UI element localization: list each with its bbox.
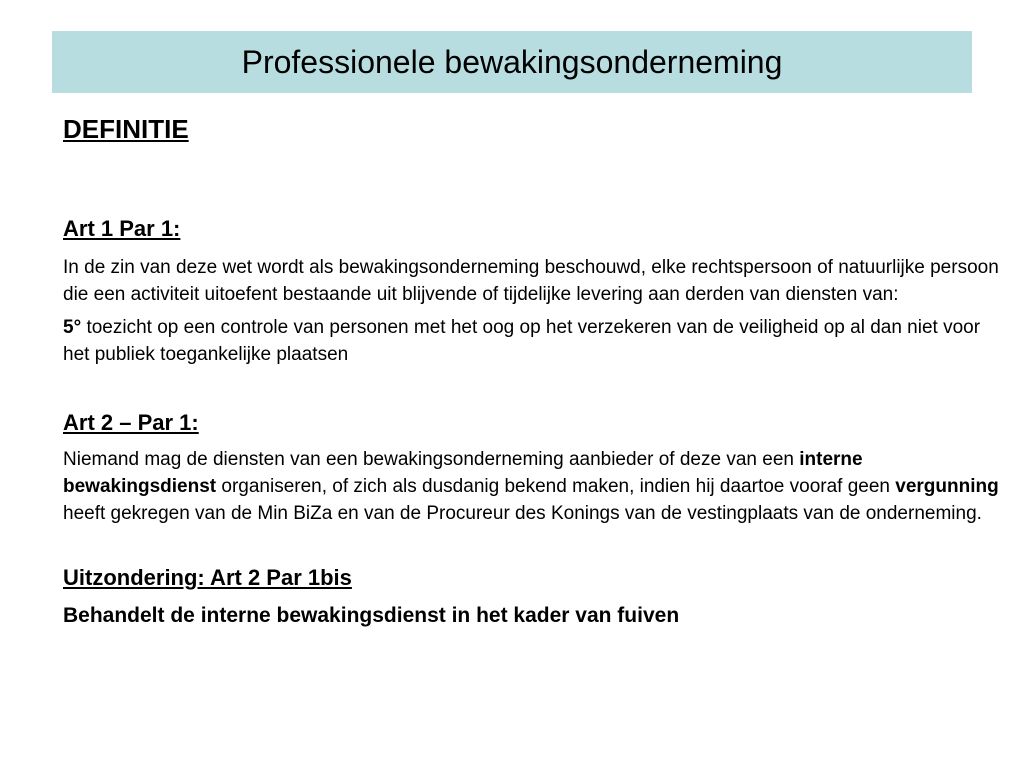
- art2-text-1: Niemand mag de diensten van een bewakingsonderneming aanbieder of deze van een: [63, 449, 800, 470]
- art2-heading: Art 2 – Par 1:: [63, 410, 199, 435]
- art2-text: [63, 446, 1003, 527]
- slide-content: [63, 110, 1003, 631]
- art1-text: In de zin van deze wet wordt als bewakingsonderneming beschouwd, elke rechtspersoon of natuurlijke persoon die een activiteit uitoefent bestaande uit blijvende of tijdelijke levering aan derden van diensten van:: [63, 257, 999, 305]
- art1-item: [63, 314, 1003, 368]
- art2-bold-1: interne bewakingsdienst: [63, 449, 863, 497]
- exception-heading: Uitzondering: Art 2 Par 1bis: [63, 565, 352, 590]
- art1-item-number: 5°: [63, 317, 82, 338]
- definition-heading: DEFINITIE: [63, 114, 189, 144]
- art2-text-3: heeft gekregen van de Min BiZa en van de Procureur des Konings van de vestingplaats van de onderneming.: [63, 503, 982, 524]
- title-bar: [52, 31, 972, 93]
- exception-text: Behandelt de interne bewakingsdienst in het kader van fuiven: [63, 604, 680, 627]
- art2-text-2: organiseren, of zich als dusdanig bekend maken, indien hij daartoe vooraf geen: [216, 476, 896, 497]
- art1-heading: Art 1 Par 1:: [63, 216, 181, 241]
- art2-bold-2: vergunning: [895, 476, 999, 497]
- slide-title: Professionele bewakingsonderneming: [241, 44, 783, 80]
- art1-item-text: toezicht op een controle van personen met het oog op het verzekeren van de veiligheid op al dan niet voor het publiek toegankelijke plaatsen: [63, 317, 981, 365]
